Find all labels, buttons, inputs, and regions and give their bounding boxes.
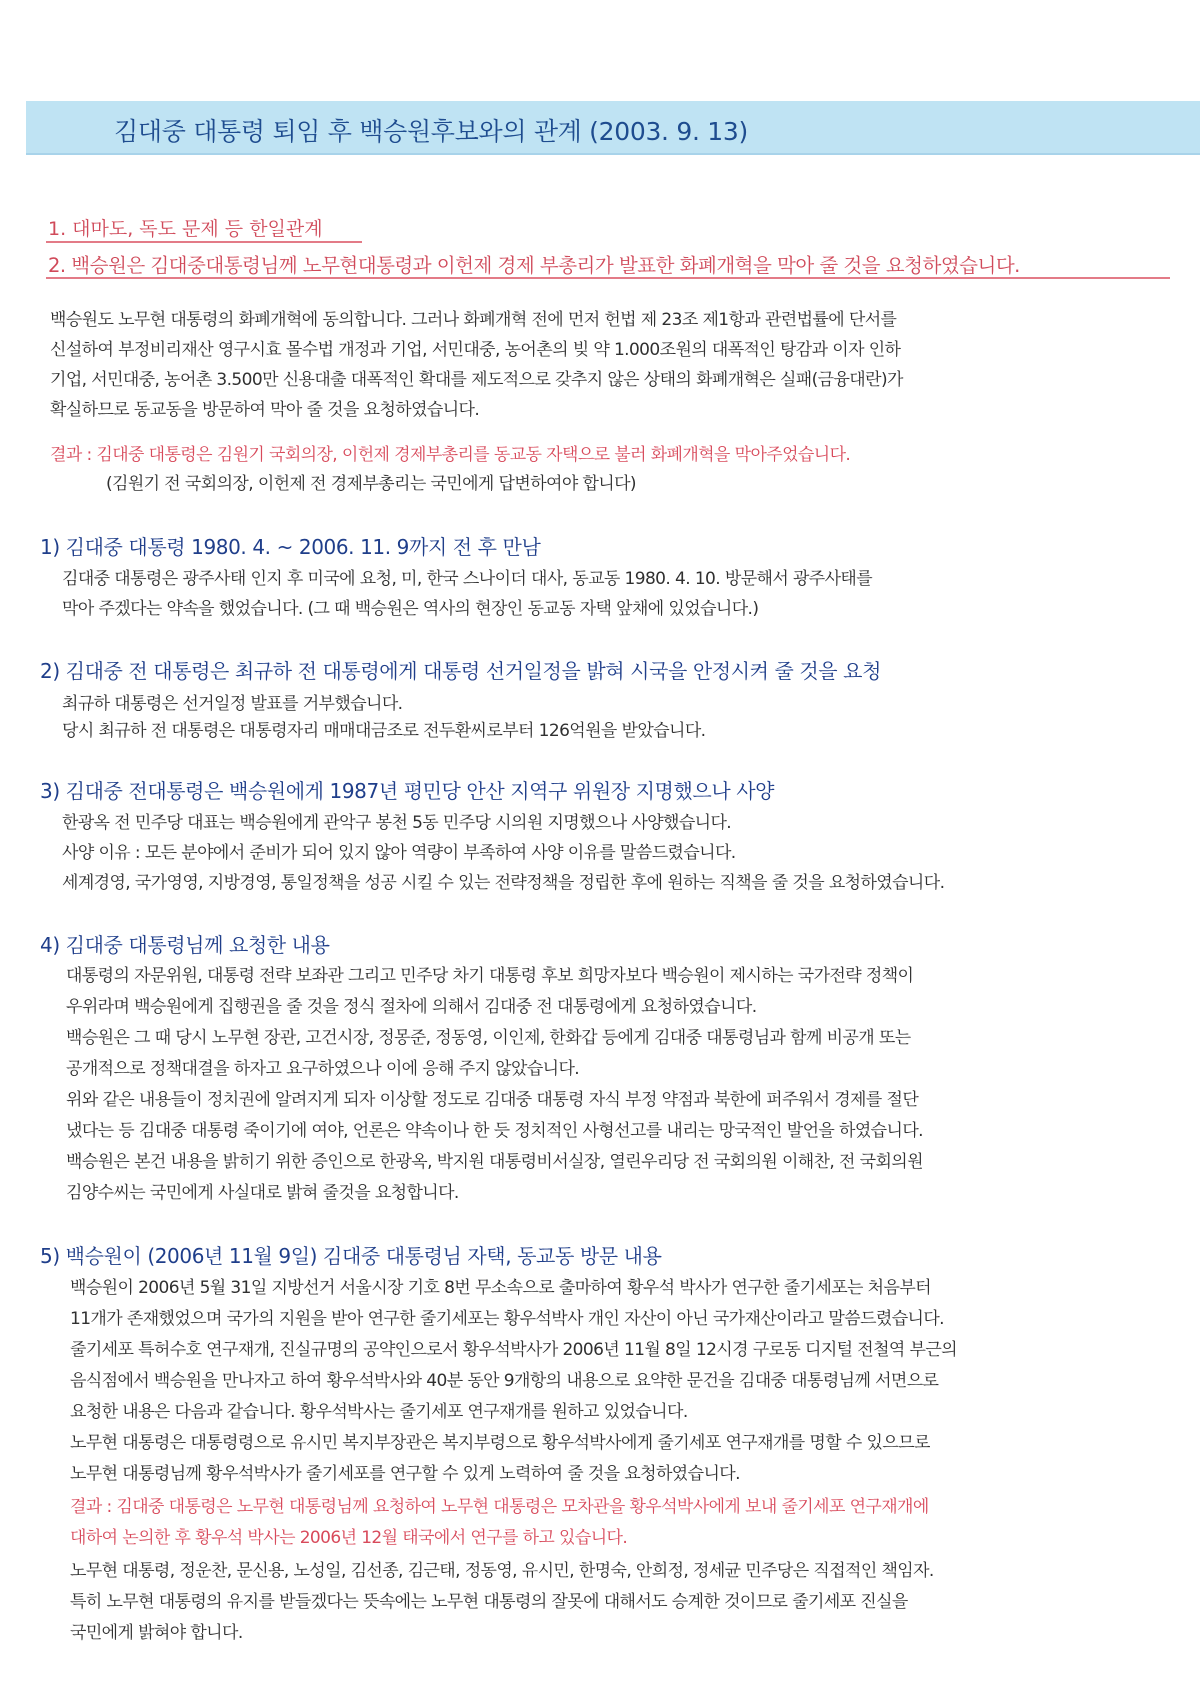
section-5-result-line: 결과 : 김대중 대통령은 노무현 대통령님께 요청하여 노무현 대통령은 모차관을 황우석박사에게 보내 줄기세포 연구재개에 — [70, 1497, 929, 1517]
section-heading-4: 4) 김대중 대통령님께 요청한 내용 — [40, 933, 330, 957]
section-2-line: 최규하 대통령은 선거일정 발표를 거부했습니다. — [62, 694, 403, 714]
intro-note: (김원기 전 국회의장, 이헌제 전 경제부총리는 국민에게 답변하여야 합니다) — [106, 474, 636, 494]
section-1-line: 김대중 대통령은 광주사태 인지 후 미국에 요청, 미, 한국 스나이더 대사, 동교동 1980. 4. 10. 방문해서 광주사태를 — [62, 569, 873, 589]
section-4-line: 위와 같은 내용들이 정치권에 알려지게 되자 이상할 정도로 김대중 대통령 자식 부정 약점과 북한에 퍼주워서 경제를 절단 — [66, 1090, 919, 1110]
section-5-closing-line: 국민에게 밝혀야 합니다. — [70, 1623, 243, 1643]
section-5-line: 11개가 존재했었으며 국가의 지원을 받아 연구한 줄기세포는 황우석박사 개인 자산이 아닌 국가재산이라고 말씀드렸습니다. — [70, 1309, 944, 1329]
section-4-line: 백승원은 본건 내용을 밝히기 위한 증인으로 한광옥, 박지원 대통령비서실장, 열린우리당 전 국회의원 이해찬, 전 국회의원 — [66, 1152, 923, 1172]
document-title: 김대중 대통령 퇴임 후 백승원후보와의 관계 (2003. 9. 13) — [114, 117, 748, 146]
section-5-line: 백승원이 2006년 5월 31일 지방선거 서울시장 기호 8번 무소속으로 출마하여 황우석 박사가 연구한 줄기세포는 처음부터 — [70, 1278, 931, 1298]
section-5-closing-line: 특히 노무현 대통령의 유지를 받들겠다는 뜻속에는 노무현 대통령의 잘못에 대해서도 승계한 것이므로 줄기세포 진실을 — [70, 1592, 908, 1612]
section-4-line: 김양수씨는 국민에게 사실대로 밝혀 줄것을 요청합니다. — [66, 1183, 459, 1203]
section-5-line: 요청한 내용은 다음과 같습니다. 황우석박사는 줄기세포 연구재개를 원하고 있었습니다. — [70, 1402, 688, 1422]
section-5-closing-line: 노무현 대통령, 정운찬, 문신용, 노성일, 김선종, 김근태, 정동영, 유시민, 한명숙, 안희정, 정세균 민주당은 직접적인 책임자. — [70, 1561, 934, 1581]
intro-line: 신설하여 부정비리재산 영구시효 몰수법 개정과 기업, 서민대중, 농어촌의 빚 약 1.000조원의 대폭적인 탕감과 이자 인하 — [50, 340, 901, 360]
section-5-line: 노무현 대통령은 대통령령으로 유시민 복지부장관은 복지부령으로 황우석박사에게 줄기세포 연구재개를 명할 수 있으므로 — [70, 1433, 930, 1453]
section-4-line: 냈다는 등 김대중 대통령 죽이기에 여야, 언론은 약속이나 한 듯 정치적인 사형선고를 내리는 망국적인 발언을 하였습니다. — [66, 1121, 923, 1141]
intro-line: 백승원도 노무현 대통령의 화폐개혁에 동의합니다. 그러나 화폐개혁 전에 먼저 헌법 제 23조 제1항과 관련법률에 단서를 — [50, 310, 897, 330]
request-2-underline — [46, 277, 1170, 279]
intro-line: 확실하므로 동교동을 방문하여 막아 줄 것을 요청하였습니다. — [50, 400, 480, 420]
section-heading-2: 2) 김대중 전 대통령은 최규하 전 대통령에게 대통령 선거일정을 밝혀 시국을 안정시켜 줄 것을 요청 — [40, 659, 882, 683]
section-5-result-line: 대하여 논의한 후 황우석 박사는 2006년 12월 태국에서 연구를 하고 있습니다. — [70, 1528, 628, 1548]
section-3-line: 한광옥 전 민주당 대표는 백승원에게 관악구 봉천 5동 민주당 시의원 지명했으나 사양했습니다. — [62, 813, 732, 833]
request-item-1: 1. 대마도, 독도 문제 등 한일관계 — [48, 218, 323, 240]
request-item-2: 2. 백승원은 김대중대통령님께 노무현대통령과 이헌제 경제 부총리가 발표한 화폐개혁을 막아 줄 것을 요청하였습니다. — [48, 254, 1020, 277]
intro-line: 기업, 서민대중, 농어촌 3.500만 신용대출 대폭적인 확대를 제도적으로 갖추지 않은 상태의 화폐개혁은 실패(금융대란)가 — [50, 370, 903, 390]
section-5-line: 노무현 대통령님께 황우석박사가 줄기세포를 연구할 수 있게 노력하여 줄 것을 요청하였습니다. — [70, 1464, 740, 1484]
section-4-line: 백승원은 그 때 당시 노무현 장관, 고건시장, 정몽준, 정동영, 이인제, 한화갑 등에게 김대중 대통령님과 함께 비공개 또는 — [66, 1028, 911, 1048]
section-3-line: 사양 이유 : 모든 분야에서 준비가 되어 있지 않아 역량이 부족하여 사양 이유를 말씀드렸습니다. — [62, 843, 736, 863]
section-3-line: 세계경영, 국가영영, 지방경영, 통일정책을 성공 시킬 수 있는 전략정책을 정립한 후에 원하는 직책을 줄 것을 요청하였습니다. — [62, 873, 945, 893]
request-1-underline — [46, 241, 362, 243]
section-4-line: 우위라며 백승원에게 집행권을 줄 것을 정식 절차에 의해서 김대중 전 대통령에게 요청하였습니다. — [66, 997, 757, 1017]
intro-result: 결과 : 김대중 대통령은 김원기 국회의장, 이헌제 경제부총리를 동교동 자택으로 불러 화폐개혁을 막아주었습니다. — [50, 445, 851, 465]
section-1-line: 막아 주겠다는 약속을 했었습니다. (그 때 백승원은 역사의 현장인 동교동 자택 앞채에 있었습니다.) — [62, 599, 759, 619]
section-heading-5: 5) 백승원이 (2006년 11월 9일) 김대중 대통령님 자택, 동교동 방문 내용 — [40, 1244, 662, 1268]
title-banner — [26, 101, 1200, 155]
section-heading-1: 1) 김대중 대통령 1980. 4. ~ 2006. 11. 9까지 전 후 만남 — [40, 535, 541, 559]
section-5-line: 줄기세포 특허수호 연구재개, 진실규명의 공약인으로서 황우석박사가 2006년 11월 8일 12시경 구로동 디지털 전철역 부근의 — [70, 1340, 958, 1360]
section-4-line: 공개적으로 정책대결을 하자고 요구하였으나 이에 응해 주지 않았습니다. — [66, 1059, 580, 1079]
section-2-line: 당시 최규하 전 대통령은 대통령자리 매매대금조로 전두환씨로부터 126억원을 받았습니다. — [62, 721, 706, 741]
section-5-line: 음식점에서 백승원을 만나자고 하여 황우석박사와 40분 동안 9개항의 내용으로 요약한 문건을 김대중 대통령님께 서면으로 — [70, 1371, 939, 1391]
section-4-line: 대통령의 자문위원, 대통령 전략 보좌관 그리고 민주당 차기 대통령 후보 희망자보다 백승원이 제시하는 국가전략 정책이 — [66, 966, 914, 986]
section-heading-3: 3) 김대중 전대통령은 백승원에게 1987년 평민당 안산 지역구 위원장 지명했으나 사양 — [40, 779, 775, 803]
